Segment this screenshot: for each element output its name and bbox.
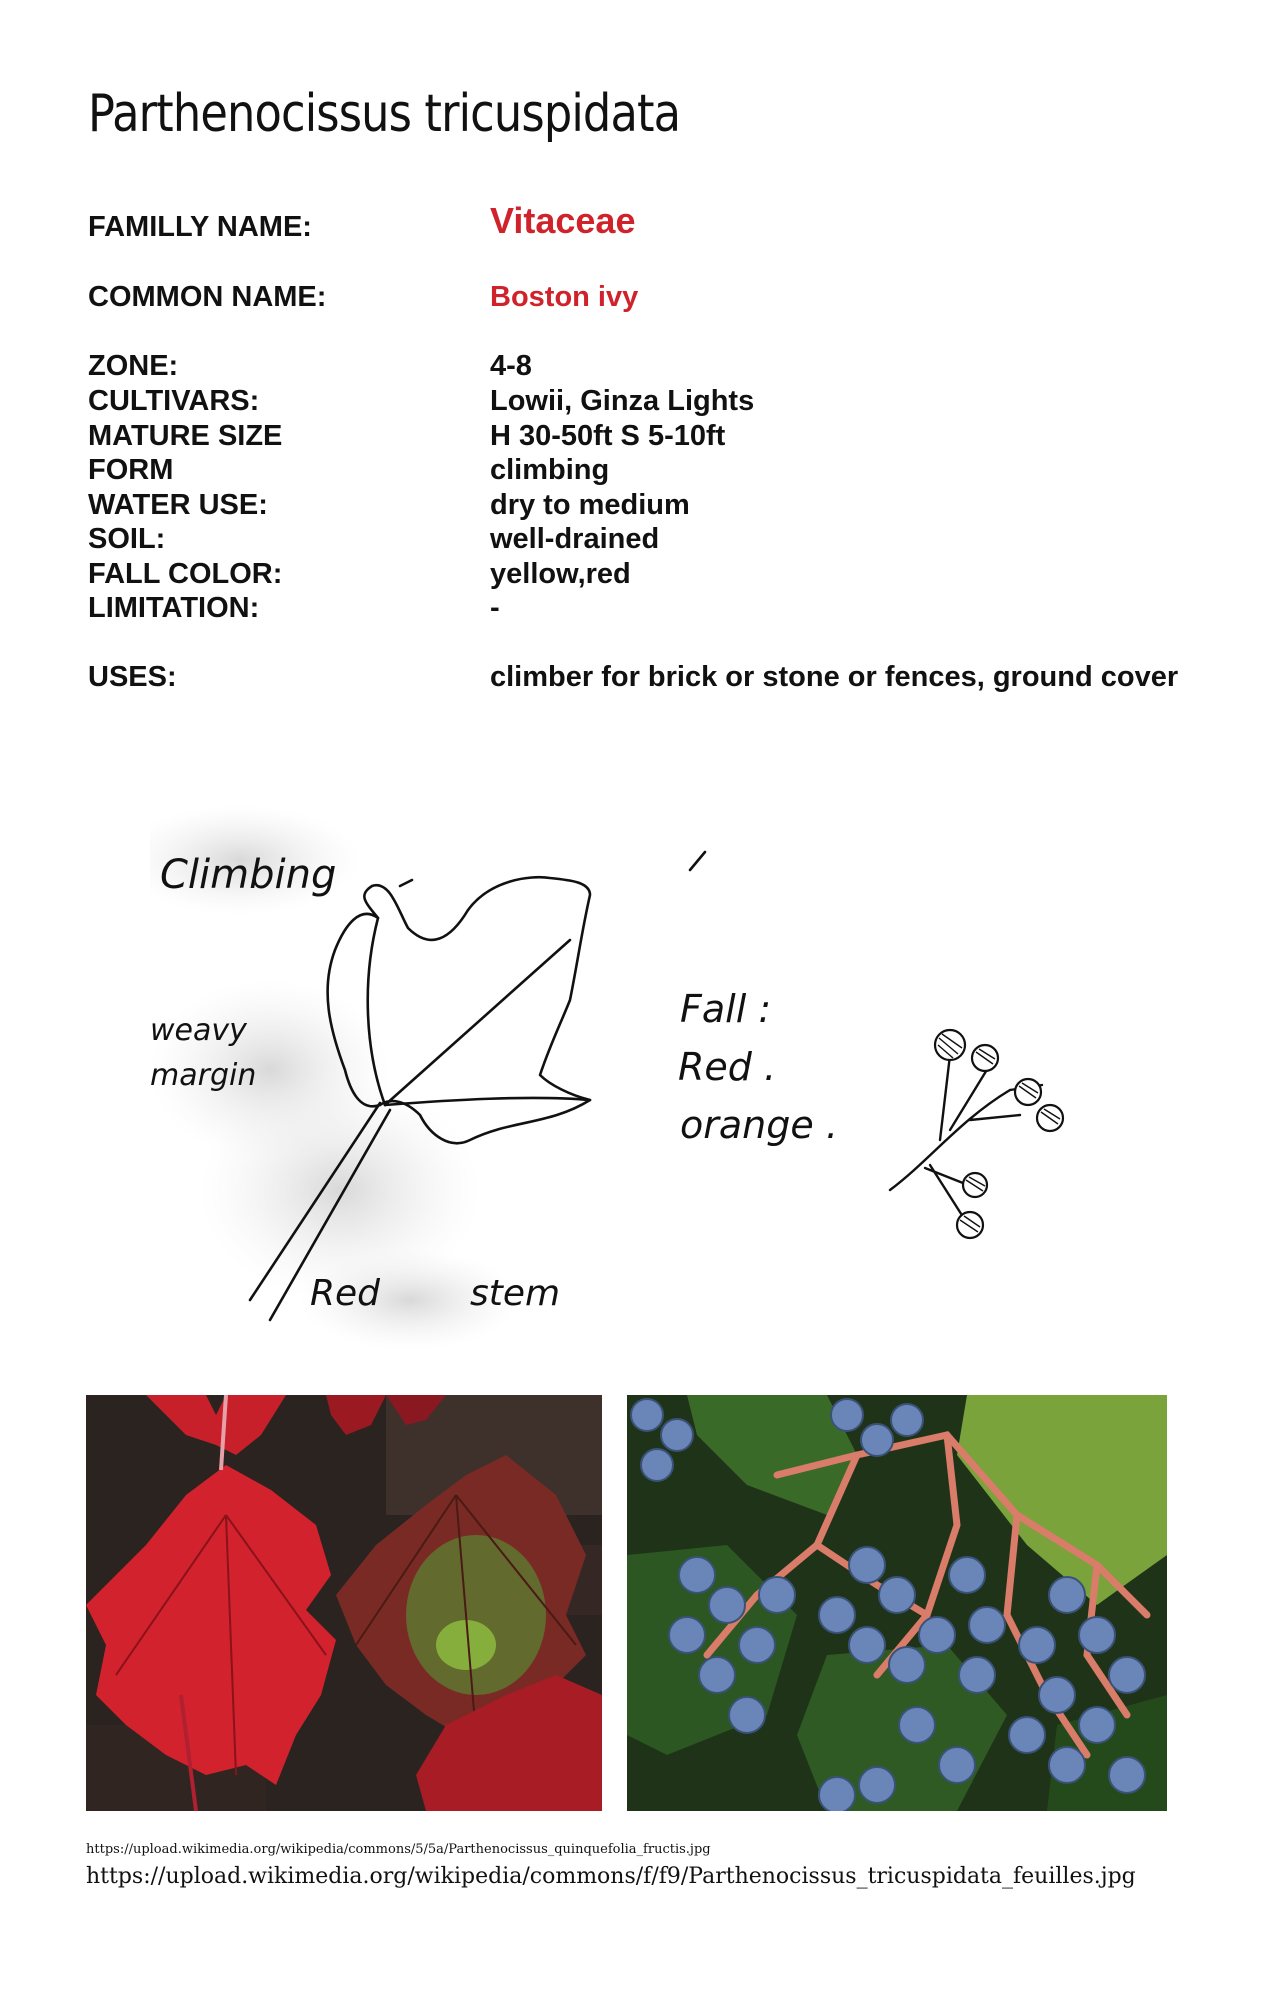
berry-stem — [940, 1055, 950, 1140]
limitation-value: - — [490, 592, 500, 624]
uses-value: climber for brick or stone or fences, ground cover — [490, 661, 1179, 693]
soil-value: well-drained — [490, 523, 660, 555]
berry — [661, 1419, 693, 1451]
berry — [949, 1557, 985, 1593]
sketch-label-fall: Fall : — [680, 987, 772, 1031]
stroke-mark — [400, 880, 412, 886]
leaves-photo — [86, 1395, 602, 1811]
berry — [1009, 1717, 1045, 1753]
berry — [891, 1404, 923, 1436]
berry — [819, 1597, 855, 1633]
berry — [849, 1627, 885, 1663]
berry-stem — [970, 1115, 1020, 1120]
zone-value: 4-8 — [490, 350, 532, 382]
limitation-label: LIMITATION: — [88, 592, 260, 624]
berry-stem — [890, 1090, 1010, 1190]
berry — [1019, 1627, 1055, 1663]
mature-size-label: MATURE SIZE — [88, 420, 283, 452]
berry — [1049, 1747, 1085, 1783]
berry — [739, 1627, 775, 1663]
cultivars-label: CULTIVARS: — [88, 385, 260, 417]
sketch-label-red: Red . — [678, 1045, 777, 1089]
berry — [861, 1424, 893, 1456]
common-name-label: COMMON NAME: — [88, 281, 327, 313]
family-label: FAMILLY NAME: — [88, 211, 312, 243]
leaf-green-patch — [436, 1620, 496, 1670]
berry — [859, 1767, 895, 1803]
berry — [957, 1212, 983, 1238]
sketch-label-stem: stem — [470, 1273, 561, 1314]
cultivars-value: Lowii, Ginza Lights — [490, 385, 755, 417]
soil-label: SOIL: — [88, 523, 166, 555]
fall-color-value: yellow,red — [490, 558, 631, 590]
berry — [819, 1777, 855, 1811]
berry — [729, 1697, 765, 1733]
fall-color-label: FALL COLOR: — [88, 558, 283, 590]
leaf-sketch — [150, 800, 1100, 1360]
berry — [1079, 1617, 1115, 1653]
berry — [879, 1577, 915, 1613]
berry — [1109, 1657, 1145, 1693]
berry — [849, 1547, 885, 1583]
berry — [1109, 1757, 1145, 1793]
berry — [969, 1607, 1005, 1643]
image-credit-large[interactable]: https://upload.wikimedia.org/wikipedia/commons/f/f9/Parthenocissus_tricuspidata_feuilles.jpg — [86, 1864, 1136, 1889]
form-label: FORM — [88, 454, 174, 486]
berry — [631, 1399, 663, 1431]
berry — [699, 1657, 735, 1693]
berry — [889, 1647, 925, 1683]
sketch-label-climbing: Climbing — [160, 852, 337, 898]
form-value: climbing — [490, 454, 610, 486]
berry — [679, 1557, 715, 1593]
berry — [1049, 1577, 1085, 1613]
berry — [669, 1617, 705, 1653]
berry — [759, 1577, 795, 1613]
mature-size-value: H 30-50ft S 5-10ft — [490, 420, 726, 452]
berry-stem — [925, 1168, 968, 1185]
berry — [899, 1707, 935, 1743]
berry — [939, 1747, 975, 1783]
sketch-label-margin: margin — [150, 1058, 257, 1093]
image-credit-small[interactable]: https://upload.wikimedia.org/wikipedia/commons/5/5a/Parthenocissus_quinquefolia_fructis.jpg — [86, 1842, 711, 1857]
leaf-green-patch — [406, 1535, 546, 1695]
berry — [709, 1587, 745, 1623]
berry — [959, 1657, 995, 1693]
sketch-label-stem-red: Red — [310, 1273, 381, 1314]
berries-photo — [627, 1395, 1167, 1811]
stroke-mark — [690, 852, 705, 870]
water-use-label: WATER USE: — [88, 489, 268, 521]
water-use-value: dry to medium — [490, 489, 690, 521]
leaf-vein — [385, 940, 570, 1105]
berry — [1079, 1707, 1115, 1743]
berry — [831, 1399, 863, 1431]
berry — [641, 1449, 673, 1481]
berry — [919, 1617, 955, 1653]
family-value: Vitaceae — [490, 200, 636, 241]
berry — [1039, 1677, 1075, 1713]
common-name-value: Boston ivy — [490, 281, 639, 313]
zone-label: ZONE: — [88, 350, 179, 382]
page-title: Parthenocissus tricuspidata — [88, 84, 681, 144]
uses-label: USES: — [88, 661, 177, 693]
sketch-label-wavy: weavy — [150, 1013, 247, 1048]
berry-stem — [930, 1165, 965, 1220]
sketch-label-orange: orange . — [680, 1103, 838, 1147]
